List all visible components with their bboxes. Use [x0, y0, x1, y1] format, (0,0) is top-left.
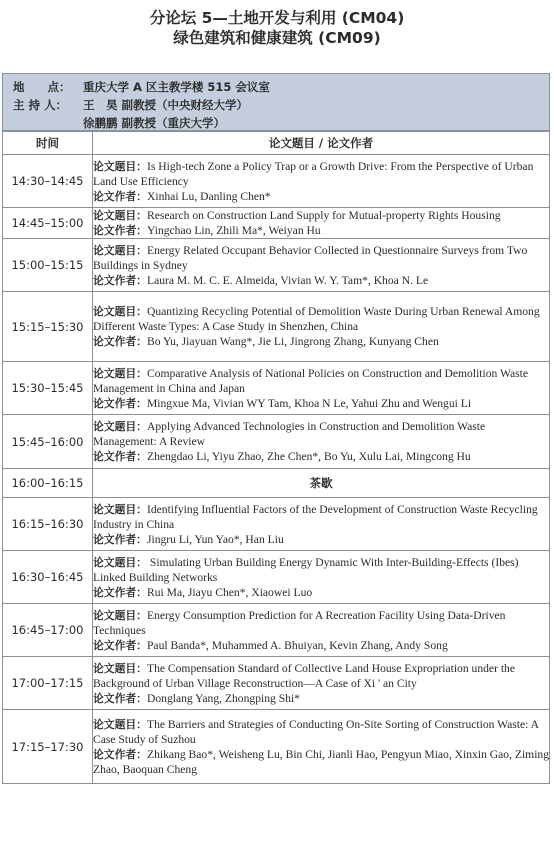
paper-title-label: 论文题目： [93, 209, 147, 222]
paper-authors-label: 论文作者： [93, 532, 147, 546]
paper-authors-label: 论文作者： [93, 273, 147, 287]
paper-title-label: 论文题目： [93, 502, 147, 516]
paper-title-line [93, 366, 549, 396]
paper-authors-label: 论文作者： [93, 450, 147, 463]
table-row [3, 239, 550, 292]
paper-authors: Jingru Li, Yun Yao*, Han Liu [146, 532, 284, 546]
forum-title-line1: 分论坛 5—土地开发与利用 (CM04) [149, 9, 405, 27]
paper-authors-line [93, 691, 549, 706]
paper-title-label: 论文题目： [93, 661, 147, 675]
table-row [3, 604, 550, 657]
paper-title-label: 论文题目： [93, 420, 147, 433]
paper-title: Is High-tech Zone a Policy Trap or a Growth Drive: From the Perspective of Urban Land Use Efficiency [93, 159, 534, 188]
paper-title: Identifying Influential Factors of the Development of Construction Waste Recycling Industry in China [93, 502, 538, 531]
location-label: 地 点： [13, 80, 71, 94]
table-header-row [3, 132, 550, 155]
paper-authors-label: 论文作者： [93, 396, 147, 410]
paper-authors-line [93, 334, 549, 349]
paper-title-line [93, 502, 549, 532]
break-row [3, 469, 550, 498]
paper-title: Energy Related Occupant Behavior Collected in Questionnaire Surveys from Two Buildings in Sydney [93, 243, 528, 272]
paper-column-header: 论文题目 / 论文作者 [93, 132, 550, 155]
schedule-table [2, 131, 550, 784]
time-slot: 16:30–16:45 [3, 551, 93, 604]
paper-authors: Zhengdao Li, Yiyu Zhao, Zhe Chen*, Bo Yu, Xulu Lai, Mingcong Hu [146, 450, 471, 463]
paper-cell [93, 415, 550, 469]
paper-cell [93, 208, 550, 239]
paper-authors-line [93, 585, 549, 600]
time-column-header: 时间 [3, 132, 93, 155]
table-row [3, 498, 550, 551]
table-row [3, 292, 550, 362]
time-slot: 16:15–16:30 [3, 498, 93, 551]
paper-authors-line [93, 449, 549, 464]
tea-break-label: 茶歇 [93, 469, 550, 498]
paper-authors: Rui Ma, Jiayu Chen*, Xiaowei Luo [146, 585, 313, 599]
table-row [3, 155, 550, 208]
paper-authors-label: 论文作者： [93, 638, 147, 652]
paper-title-label: 论文题目： [93, 608, 147, 622]
time-slot: 15:30–15:45 [3, 362, 93, 415]
paper-title-line [93, 419, 549, 449]
paper-title-line [93, 159, 549, 189]
paper-cell [93, 551, 550, 604]
paper-authors: Xinhai Lu, Danling Chen* [146, 189, 271, 203]
table-row [3, 710, 550, 784]
paper-authors-label: 论文作者： [93, 747, 147, 761]
paper-title: Energy Consumption Prediction for A Recreation Facility Using Data-Driven Techniques [93, 608, 506, 637]
paper-cell [93, 292, 550, 362]
paper-authors-line [93, 189, 549, 204]
paper-authors: Paul Banda*, Muhammed A. Bhuiyan, Kevin Zhang, Andy Song [146, 638, 448, 652]
paper-authors-label: 论文作者： [93, 189, 147, 203]
paper-title-label: 论文题目： [93, 717, 147, 731]
paper-cell [93, 498, 550, 551]
table-row [3, 551, 550, 604]
location-value: 重庆大学 A 区主教学楼 515 会议室 [83, 80, 270, 94]
time-slot: 15:00–15:15 [3, 239, 93, 292]
paper-title-label: 论文题目： [93, 243, 147, 257]
paper-authors-line [93, 223, 549, 238]
time-slot: 17:00–17:15 [3, 657, 93, 710]
host-name-2: 徐鹏鹏 副教授（重庆大学） [83, 116, 226, 130]
table-row [3, 362, 550, 415]
paper-authors-line [93, 638, 549, 653]
paper-authors-line [93, 747, 549, 777]
table-row [3, 415, 550, 469]
paper-authors-label: 论文作者： [93, 224, 147, 237]
paper-title: Comparative Analysis of National Policies on Construction and Demolition Waste Management in China and Japan [93, 366, 529, 395]
paper-authors-label: 论文作者： [93, 335, 147, 348]
time-slot: 14:45–15:00 [3, 208, 93, 239]
time-slot: 16:45–17:00 [3, 604, 93, 657]
table-row [3, 208, 550, 239]
host-label: 主 持 人： [13, 98, 68, 112]
paper-cell [93, 604, 550, 657]
time-slot: 16:00–16:15 [3, 469, 93, 498]
paper-authors: Donglang Yang, Zhongping Shi* [146, 691, 300, 705]
paper-cell [93, 362, 550, 415]
table-row [3, 657, 550, 710]
paper-authors-label: 论文作者： [93, 585, 147, 599]
paper-cell [93, 657, 550, 710]
paper-title-label: 论文题目： [93, 305, 147, 318]
paper-title-line [93, 555, 549, 585]
paper-title-line [93, 208, 549, 223]
paper-title: Simulating Urban Building Energy Dynamic With Inter-Building-Effects (Ibes) Linked Building Networks [93, 555, 519, 584]
paper-title: Research on Construction Land Supply for Mutual-property Rights Housing [146, 209, 501, 222]
paper-authors-line [93, 273, 549, 288]
paper-title-line [93, 608, 549, 638]
paper-authors: Laura M. M. C. E. Almeida, Vivian W. Y. Tam*, Khoa N. Le [146, 273, 429, 287]
paper-title: The Compensation Standard of Collective Land House Expropriation under the Background of Urban Village Reconstruction—A Case of Xi ' an City [93, 661, 515, 690]
paper-authors: Bo Yu, Jiayuan Wang*, Jie Li, Jingrong Zhang, Kunyang Chen [146, 335, 439, 348]
paper-cell [93, 155, 550, 208]
paper-authors-label: 论文作者： [93, 691, 147, 705]
paper-title-label: 论文题目： [93, 555, 147, 569]
paper-authors-line [93, 532, 549, 547]
paper-authors: Yingchao Lin, Zhili Ma*, Weiyan Hu [146, 224, 321, 237]
host-name-1: 王 昊 副教授（中央财经大学） [83, 98, 249, 112]
paper-title-label: 论文题目： [93, 366, 147, 380]
paper-title-line [93, 717, 549, 747]
paper-title: Applying Advanced Technologies in Construction and Demolition Waste Management: A Review [93, 420, 486, 448]
paper-title-line [93, 304, 549, 334]
paper-title: Quantizing Recycling Potential of Demolition Waste During Urban Renewal Among Different Waste Types: A Case Study in Shenzhen, China [93, 305, 540, 333]
time-slot: 15:45–16:00 [3, 415, 93, 469]
paper-title: The Barriers and Strategies of Conducting On-Site Sorting of Construction Waste: A Case Study of Suzhou [93, 717, 539, 746]
session-info-box [2, 73, 550, 131]
paper-authors: Mingxue Ma, Vivian WY Tam, Khoa N Le, Yahui Zhu and Wengui Li [146, 396, 472, 410]
forum-title-line2: 绿色建筑和健康建筑 (CM09) [173, 29, 381, 47]
paper-title-line [93, 661, 549, 691]
paper-title-line [93, 243, 549, 273]
paper-authors-line [93, 396, 549, 411]
paper-authors: Zhikang Bao*, Weisheng Lu, Bin Chi, Jianli Hao, Pengyun Miao, Xinxin Gao, Ziming Zhao, Baoquan Cheng [93, 747, 550, 776]
paper-cell [93, 710, 550, 784]
paper-cell [93, 239, 550, 292]
time-slot: 17:15–17:30 [3, 710, 93, 784]
time-slot: 15:15–15:30 [3, 292, 93, 362]
time-slot: 14:30–14:45 [3, 155, 93, 208]
paper-title-label: 论文题目： [93, 159, 147, 173]
